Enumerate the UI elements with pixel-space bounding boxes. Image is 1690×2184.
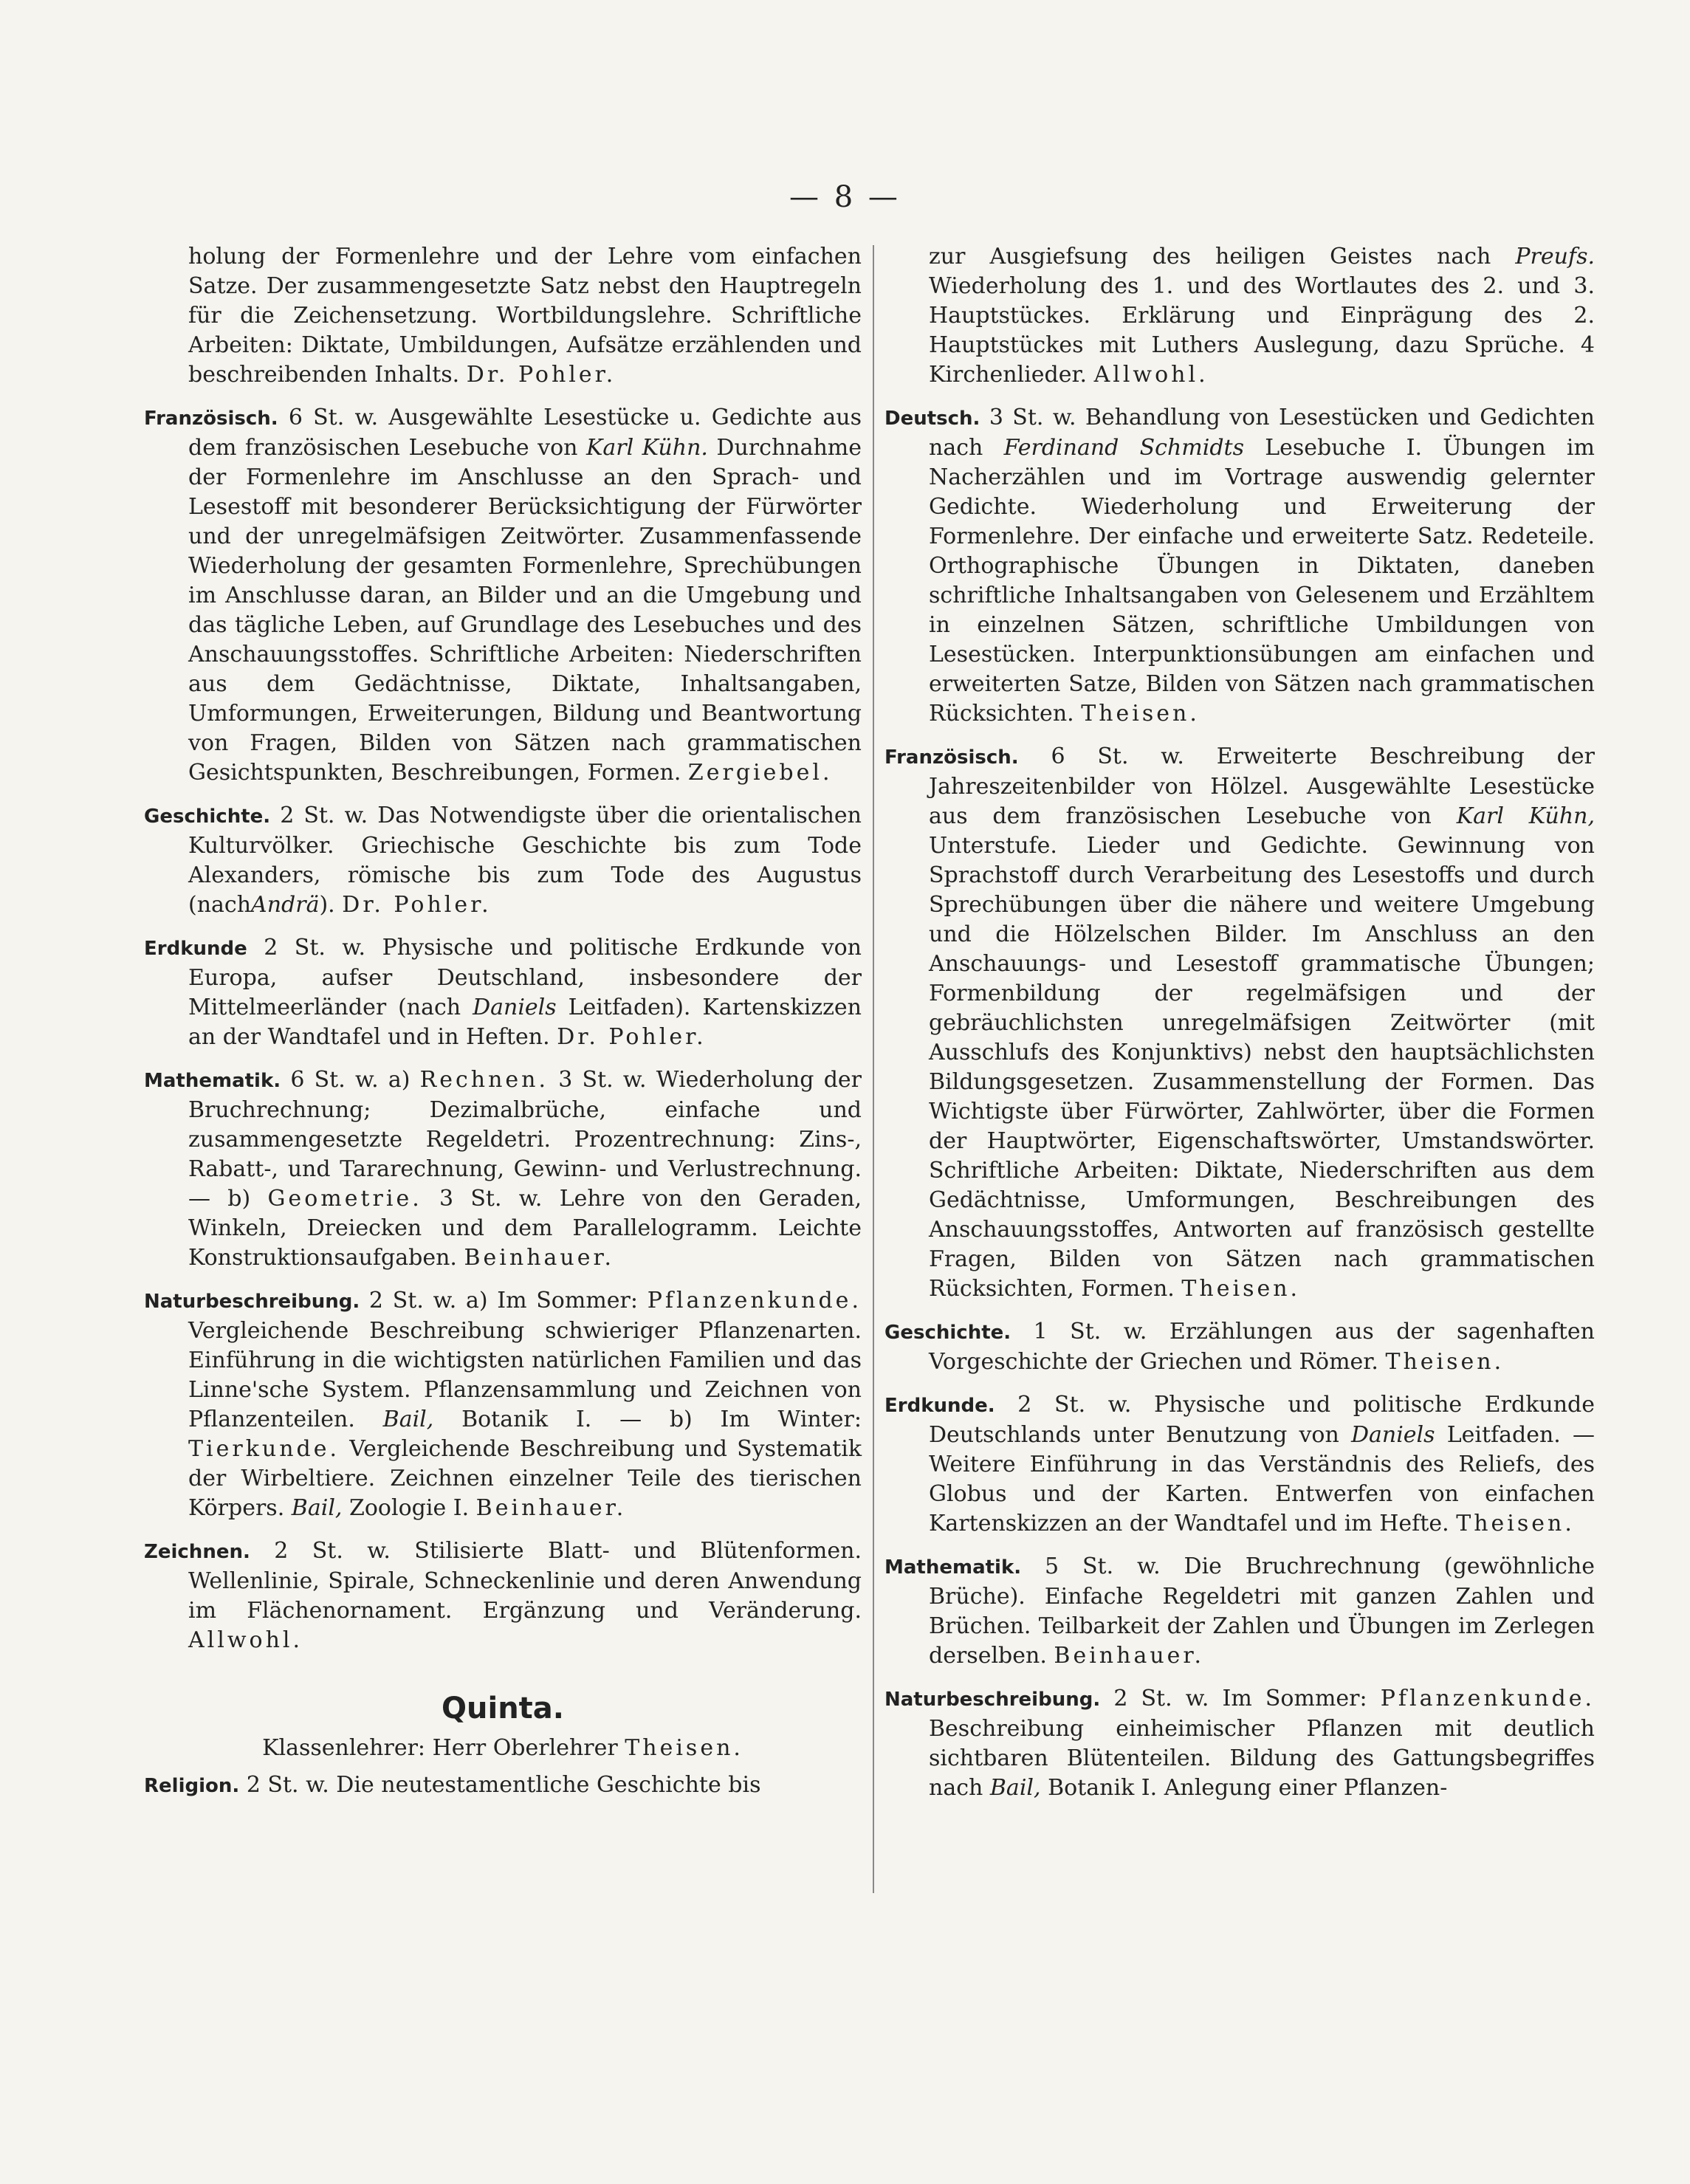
section-text: Beschreibung einheimischer Pflanzen mit deutlich sichtbaren Blütenteilen. Bildung des Gattungsbegriffes nach [929, 1716, 1595, 1801]
section-text: Zoologie I. [349, 1495, 470, 1521]
subject-label: Religion. [144, 1775, 240, 1797]
teacher-name: Theisen. [1081, 701, 1200, 727]
drawing-section [144, 1536, 862, 1655]
section-text: 2 St. w. Stilisierte Blatt- und Blütenformen. Wellenlinie, Spirale, Schneckenlinie und deren Anwendung im Flächenornament. Ergänzung und Veränderung. [188, 1538, 862, 1624]
section-text: 2 St. w. Physische und politische Erdkunde von Europa, aufser Deutschland, insbesondere der Mittelmeerländer (nach [188, 935, 862, 1020]
section-text: 3 St. w. Lehre von den Geraden, Winkeln, Dreiecken und dem Parallelogramm. Leichte Konstruktionsaufgaben. [188, 1186, 862, 1271]
author-name: Karl Kühn. [585, 435, 708, 461]
class-teacher-prefix: Klassenlehrer: Herr Oberlehrer [262, 1735, 618, 1761]
section-text: 2 St. w. Im Sommer: [1113, 1686, 1367, 1711]
author-name: Preufs. [1515, 244, 1595, 269]
page-number: — 8 — [789, 180, 901, 214]
sub-topic: Pflanzenkunde. [1380, 1686, 1595, 1711]
class-teacher-line [144, 1734, 862, 1763]
teacher-name: Allwohl. [188, 1627, 303, 1653]
subject-label: Geschichte. [144, 806, 271, 828]
teacher-name: Beinhauer. [1054, 1643, 1204, 1669]
teacher-name: Beinhauer. [464, 1245, 615, 1271]
book-name: Bail, [291, 1495, 343, 1521]
subject-label: Naturbeschreibung. [884, 1689, 1101, 1711]
intro-text: holung der Formenlehre und der Lehre vom einfachen Satze. Der zusammengesetzte Satz nebst den Hauptregeln für die Zeichensetzung. Wortbildungslehre. Schriftliche Arbeiten: Diktate, Umbildungen, Aufsätze erzählenden und beschreibenden Inhalts. [188, 244, 862, 388]
section-text: 6 St. w. Ausgewählte Lesestücke u. Gedichte aus dem französischen Lesebuche von [188, 405, 862, 461]
subject-label: Naturbeschreibung. [144, 1291, 360, 1313]
section-text: 6 St. w. Erweiterte Beschreibung der Jahreszeitenbilder von Hölzel. Ausgewählte Lesestücke aus dem französischen Lesebuche von [929, 744, 1595, 829]
author-name: Daniels [473, 995, 557, 1020]
religion-section [144, 1771, 862, 1801]
teacher-name: Theisen. [1385, 1349, 1505, 1375]
subject-label: Deutsch. [884, 408, 980, 430]
subject-label: Zeichnen. [144, 1541, 250, 1563]
sub-topic: Tierkunde. [188, 1436, 340, 1462]
section-text: 1 St. w. Erzählungen aus der sagenhaften Vorgeschichte der Griechen und Römer. [929, 1319, 1595, 1375]
math-section [884, 1552, 1595, 1671]
section-text: 3 St. w. Wiederholung der Bruchrechnung; Dezimalbrüche, einfache und zusammengesetzte Regeldetri. Prozentrechnung: Zins-, Rabatt-, und Tararechnung, Gewinn- und Verlustrechnung. — b) [188, 1067, 862, 1212]
teacher-name: Dr. Pohler. [557, 1024, 707, 1050]
history-section [144, 801, 862, 920]
teacher-name: Dr. Pohler. [466, 362, 616, 388]
section-text: 2 St. w. a) Im Sommer: [368, 1288, 638, 1314]
geography-section [884, 1390, 1595, 1539]
book-name: Bail, [382, 1407, 434, 1432]
section-text: Leitfaden). Kartenskizzen an der Wandtafel und in Heften. [188, 995, 862, 1050]
subject-label: Erdkunde [144, 938, 247, 960]
column-divider [873, 245, 874, 1893]
book-name: Ferdinand Schmidts [1003, 435, 1244, 461]
subject-label: Französisch. [884, 746, 1019, 769]
french-section [144, 403, 862, 788]
section-text: Botanik I. — b) Im Winter: [461, 1407, 862, 1432]
section-text: Vergleichende Beschreibung und Systematik der Wirbeltiere. Zeichnen einzelner Teile des tierischen Körpers. [188, 1436, 862, 1521]
book-name: Bail, [989, 1775, 1041, 1801]
subject-label: Französisch. [144, 408, 278, 430]
religion-continuation [884, 242, 1595, 390]
section-text: 2 St. w. Physische und politische Erdkunde Deutschlands unter Benutzung von [929, 1392, 1595, 1448]
sub-topic: Pflanzenkunde. [647, 1288, 862, 1314]
section-text: Lesebuche I. Übungen im Nacherzählen und im Vortrage auswendig gelernter Gedichte. Wiederholung und Erweiterung der Formenlehre. Der einfache und erweiterte Satz. Redeteile. Orthographische Übungen in Diktaten, daneben schriftliche Inhaltsangaben von Gelesenem und Erzähltem in einzelnen Sätzen, schriftliche Umbildungen von Lesestücken. Interpunktionsübungen am einfachen und erweiterten Satze, Bilden von Sätzen nach grammatischen Rücksichten. [929, 435, 1595, 727]
teacher-name: Theisen. [1181, 1276, 1301, 1302]
teacher-name: Dr. Pohler. [342, 892, 492, 918]
section-text: 2 St. w. Die neutestamentliche Geschichte bis [246, 1772, 761, 1798]
section-text: Wiederholung des 1. und des Wortlautes des 2. und 3. Hauptstückes. Erklärung und Einprägung des 2. Hauptstückes mit Luthers Auslegung, dazu Sprüche. 4 Kirchenlieder. [929, 273, 1595, 388]
author-name: Daniels [1350, 1422, 1435, 1448]
subject-label: Mathematik. [884, 1556, 1022, 1579]
section-text: ). [319, 892, 335, 918]
sub-topic: Geometrie. [267, 1186, 422, 1212]
teacher-name: Zergiebel. [687, 760, 833, 786]
sub-topic: Rechnen. [419, 1067, 549, 1093]
section-text: Vergleichende Beschreibung schwieriger Pflanzenarten. Einführung in die wichtigsten natürlichen Familien und das Linne'sche System. Pflanzensammlung und Zeichnen von Pflanzenteilen. [188, 1318, 862, 1432]
section-text: 6 St. w. a) [290, 1067, 411, 1093]
section-text: Durchnahme der Formenlehre im Anschlusse an den Sprach- und Lesestoff mit besonderer Berücksichtigung der Fürwörter und der unregelmäfsigen Zeitwörter. Zusammenfassende Wiederholung der gesamten Formenlehre, Sprechübungen im Anschlusse daran, an Bilder und an die Umgebung und das tägliche Leben, auf Grundlage des Lesebuches und des Anschauungsstoffes. Schriftliche Arbeiten: Niederschriften aus dem Gedächtnisse, Diktate, Inhaltsangaben, Umformungen, Erweiterungen, Bildung und Beantwortung von Fragen, Bilden von Sätzen nach grammatischen Gesichtspunkten, Beschreibungen, Formen. [188, 435, 862, 786]
subject-label: Geschichte. [884, 1322, 1011, 1344]
author-name: Andrä [251, 892, 320, 918]
french-section [884, 742, 1595, 1304]
teacher-name: Theisen. [1456, 1511, 1575, 1536]
intro-paragraph [144, 242, 862, 390]
geography-section [144, 933, 862, 1052]
teacher-name: Theisen. [625, 1735, 743, 1761]
subject-label: Mathematik. [144, 1070, 281, 1092]
section-text: 2 St. w. Das Notwendigste über die orientalischen Kulturvölker. Griechische Geschichte bis zum Tode Alexanders, römische bis zum Tode des Augustus (nach [188, 803, 862, 918]
teacher-name: Allwohl. [1093, 362, 1209, 388]
math-section [144, 1065, 862, 1273]
section-text: Botanik I. Anlegung einer Pflanzen- [1048, 1775, 1448, 1801]
section-text: zur Ausgiefsung des heiligen Geistes nach [929, 244, 1491, 269]
nature-section [884, 1684, 1595, 1803]
history-section [884, 1317, 1595, 1377]
german-section [884, 403, 1595, 729]
author-name: Karl Kühn, [1456, 803, 1595, 829]
nature-section [144, 1286, 862, 1523]
section-text: Unterstufe. Lieder und Gedichte. Gewinnung von Sprachstoff durch Verarbeitung des Lesestoffs und durch Sprechübungen über die nähere und weitere Umgebung und die Hölzelschen Bilder. Im Anschluss an den Anschauungs- und Lesestoff grammatische Übungen; Formenbildung der regelmäfsigen und der gebräuchlichsten unregelmäfsigen Zeitwörter (mit Ausschlufs des Konjunktivs) nebst den hauptsächlichsten Bildungsgesetzen. Zusammenstellung der Formen. Das Wichtigste über Fürwörter, Zahlwörter, über die Formen der Hauptwörter, Eigenschaftswörter, Umstandswörter. Schriftliche Arbeiten: Diktate, Niederschriften aus dem Gedächtnisse, Umformungen, Beschreibungen des Anschauungsstoffes, Antworten auf französisch gestellte Fragen, Bilden von Sätzen nach grammatischen Rücksichten, Formen. [929, 833, 1595, 1302]
section-text: Leitfaden. — Weitere Einführung in das Verständnis des Reliefs, des Globus und der Karten. Entwerfen von einfachen Kartenskizzen an der Wandtafel und im Hefte. [929, 1422, 1595, 1536]
left-column [144, 242, 862, 1814]
section-text: 3 St. w. Behandlung von Lesestücken und Gedichten nach [929, 405, 1595, 461]
subject-label: Erdkunde. [884, 1395, 995, 1417]
class-heading: Quinta. [442, 1692, 564, 1725]
right-column [884, 242, 1595, 1816]
section-text: 5 St. w. Die Bruchrechnung (gewöhnliche Brüche). Einfache Regeldetri mit ganzen Zahlen und Brüchen. Teilbarkeit der Zahlen und Übungen im Zerlegen derselben. [929, 1553, 1595, 1669]
teacher-name: Beinhauer. [475, 1495, 627, 1521]
